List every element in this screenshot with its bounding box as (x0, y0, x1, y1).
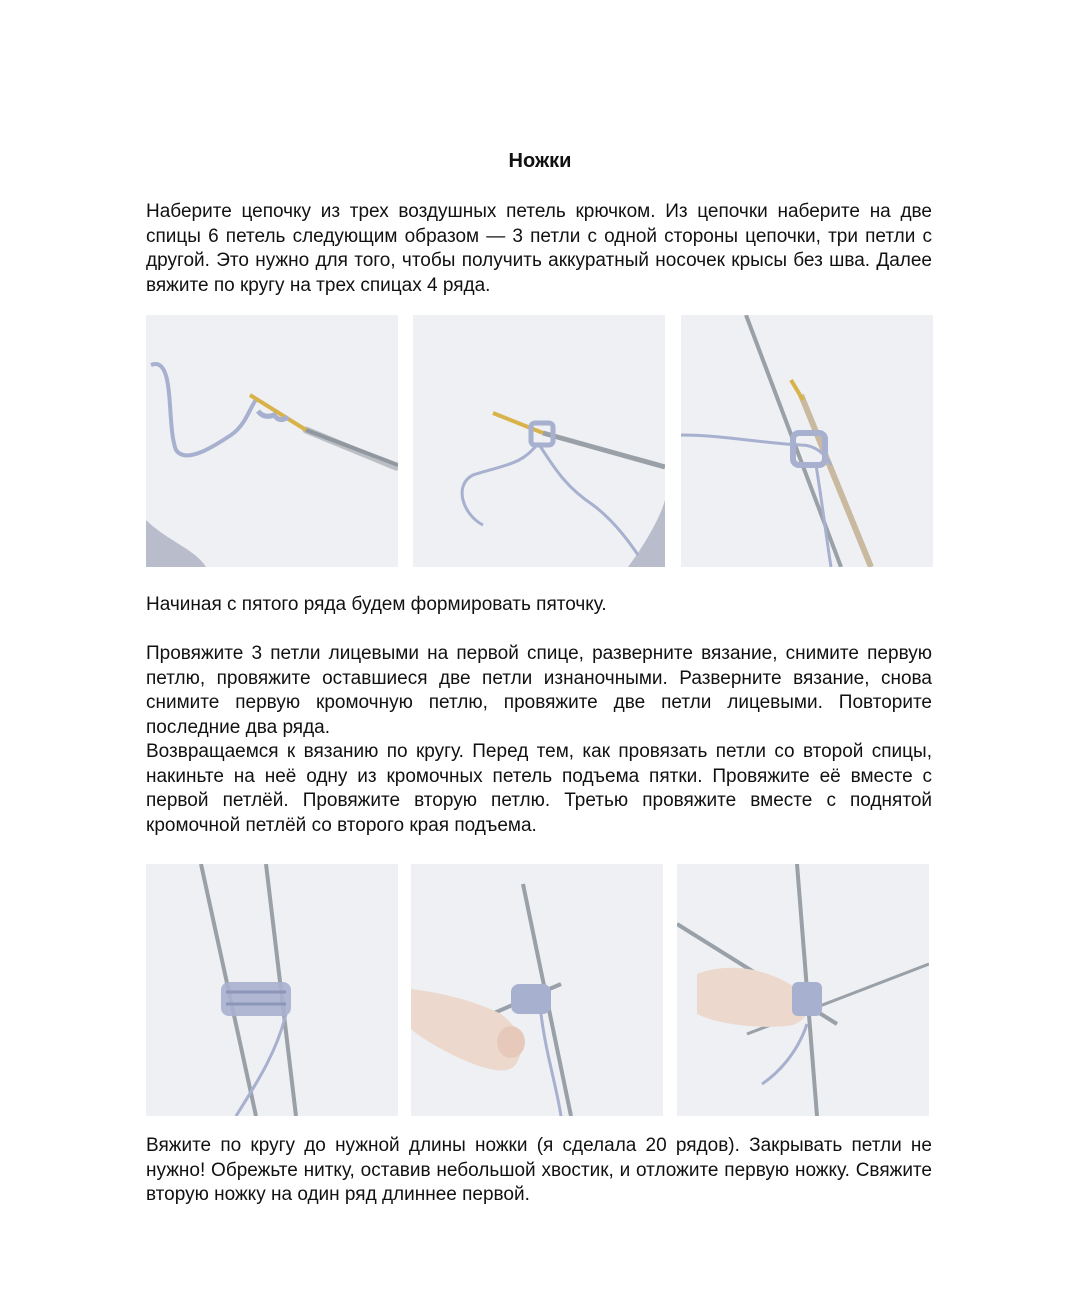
paragraph-round-knitting: Возвращаемся к вязанию по кругу. Перед тем, как провязать петли со второй спицы, накиньте на неё одну из кромочных петель подъема пятки. Провяжите её вместе с первой петлёй. Провяжите вторую петлю. Третью провяжите вместе с поднятой кромочной петлёй со второго края подъема. (146, 741, 932, 836)
photo-needles-cast-on-illustration (681, 315, 933, 567)
photo-heel-needles-illustration (146, 864, 398, 1116)
paragraph-cast-on: Наберите цепочку из трех воздушных петель крючком. Из цепочки наберите на две спицы 6 петель следующим образом — 3 петли с одной стороны цепочки, три петли с другой. Это нужно для того, чтобы получить аккуратный носочек крысы без шва. Далее вяжите по кругу на трех спицах 4 ряда. (146, 201, 932, 296)
photo-hand-needles-illustration (677, 864, 929, 1116)
photo-crochet-loops-illustration (413, 315, 665, 567)
photo-needles-cast-on (681, 315, 933, 567)
photo-hand-knitting (411, 864, 663, 1116)
photo-crochet-chain (146, 315, 398, 567)
paragraph-heel-rows: Провяжите 3 петли лицевыми на первой спице, разверните вязание, снимите первую петлю, провяжите оставшиеся две петли изнаночными. Разверните вязание, снова снимите первую кромочную петлю, провяжите две петли лицевыми. Повторите последние два ряда. (146, 643, 932, 738)
photo-hand-knitting-illustration (411, 864, 663, 1116)
photo-crochet-loops (413, 315, 665, 567)
photo-crochet-chain-illustration (146, 315, 398, 567)
photo-heel-needles (146, 864, 398, 1116)
page-title: Ножки (508, 150, 572, 172)
paragraph-finish: Вяжите по кругу до нужной длины ножки (я сделала 20 рядов). Закрывать петли не нужно! Обрежьте нитку, оставив небольшой хвостик, и отложите первую ножку. Свяжите вторую ножку на один ряд длиннее первой. (146, 1135, 932, 1205)
photo-hand-needles (677, 864, 929, 1116)
paragraph-heel-start: Начиная с пятого ряда будем формировать пяточку. (146, 594, 607, 615)
